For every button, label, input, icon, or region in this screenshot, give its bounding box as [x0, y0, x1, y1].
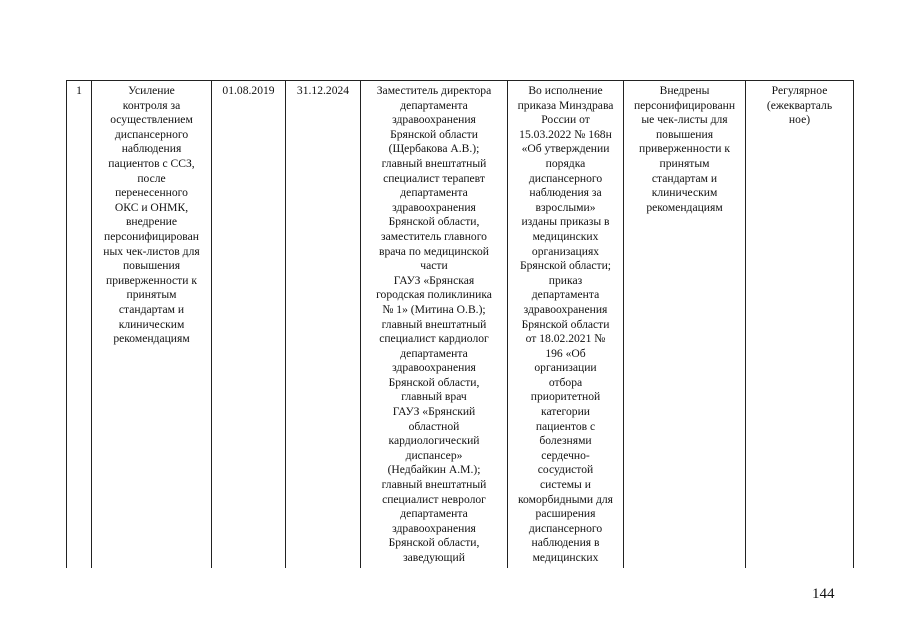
text-line: диспансерного: [114, 127, 189, 141]
text-line: отбора: [548, 375, 583, 389]
text-line: здравоохранения: [392, 521, 476, 535]
text-line: рекомендациям: [113, 332, 190, 346]
text-line: наблюдения за: [529, 186, 602, 200]
text-line: Во исполнение: [528, 84, 603, 97]
text-line: болезнями: [539, 434, 592, 448]
text-line: клиническим: [651, 186, 718, 200]
text-line: категории: [541, 405, 590, 419]
text-line: (ежекварталь: [766, 98, 833, 112]
text-line: департамента: [400, 346, 468, 360]
basis-cell: [508, 81, 624, 569]
text-line: ных чек-листов для: [103, 244, 200, 258]
text-line: персонифицирован: [104, 229, 199, 243]
row-number-cell: [67, 81, 92, 569]
text-line: здравоохранения: [392, 113, 476, 127]
text-line: врача по медицинской: [379, 244, 489, 258]
text-line: России от: [541, 113, 590, 127]
text-line: главный врач: [401, 390, 467, 404]
text-line: ые чек-листы для: [641, 113, 728, 127]
text-line: Брянской области;: [519, 259, 612, 273]
text-line: диспансер»: [405, 448, 463, 462]
text-line: изданы приказы в: [521, 215, 610, 229]
text-line: персонифицированн: [633, 98, 736, 112]
table-row: [67, 81, 854, 569]
text-line: специалист кардиолог: [379, 332, 489, 346]
text-line: Брянской области,: [388, 536, 480, 550]
text-line: областной: [408, 419, 460, 433]
text-line: департамента: [531, 288, 600, 302]
text-line: контроля за: [122, 98, 181, 112]
text-line: Брянской области: [390, 127, 478, 141]
text-line: здравоохранения: [392, 200, 476, 214]
responsible-text: [365, 84, 503, 566]
measures-table: [66, 80, 854, 568]
text-line: ГАУЗ «Брянская: [393, 273, 475, 287]
text-line: перенесенного: [115, 186, 188, 200]
text-line: принятым: [126, 288, 177, 302]
text-line: приказа Минздрава: [517, 98, 614, 112]
basis-text: [512, 84, 619, 566]
text-line: департамента: [400, 98, 468, 112]
start-date-cell: [212, 81, 286, 569]
text-line: осуществлением: [110, 113, 193, 127]
text-line: приоритетной: [530, 390, 601, 404]
text-line: специалист терапевт: [383, 171, 485, 185]
text-line: департамента: [400, 186, 468, 200]
text-line: приверженности к: [638, 142, 730, 156]
text-line: диспансерного: [528, 521, 603, 535]
text-line: «Об утверждении: [521, 142, 610, 156]
text-line: медицинских: [532, 551, 599, 564]
text-line: от 18.02.2021 №: [525, 332, 606, 346]
start-date: 01.08.2019: [222, 84, 275, 97]
text-line: заведующий: [403, 551, 465, 564]
text-line: кардиологический: [388, 434, 480, 448]
frequency-cell: [746, 81, 854, 569]
text-line: главный внештатный: [381, 478, 487, 492]
text-line: Усиление: [128, 84, 175, 97]
text-line: Внедрены: [659, 84, 710, 97]
text-line: рекомендациям: [646, 200, 723, 214]
text-line: (Щербакова А.В.);: [388, 142, 480, 156]
text-line: здравоохранения: [523, 302, 608, 316]
text-line: организациях: [531, 244, 600, 258]
text-line: 15.03.2022 № 168н: [519, 127, 612, 141]
text-line: стандартам и: [651, 171, 718, 185]
text-line: приверженности к: [105, 273, 197, 287]
text-line: после: [137, 171, 166, 185]
text-line: стандартам и: [118, 302, 185, 316]
text-line: ное): [788, 113, 811, 127]
text-line: принятым: [659, 156, 710, 170]
responsible-cell: [361, 81, 508, 569]
text-line: ГАУЗ «Брянский: [392, 405, 476, 419]
event-cell: [92, 81, 212, 569]
text-line: организации: [534, 361, 597, 375]
text-line: сосудистой: [537, 463, 594, 477]
text-line: системы и: [540, 478, 591, 492]
row-number: 1: [76, 84, 82, 97]
text-line: главный внештатный: [381, 156, 487, 170]
text-line: ОКС и ОНМК,: [114, 200, 189, 214]
text-line: специалист невролог: [382, 492, 486, 506]
end-date: 31.12.2024: [296, 84, 350, 97]
frequency-text: [750, 84, 849, 128]
text-line: Брянской области: [521, 317, 610, 331]
text-line: здравоохранения: [392, 361, 476, 375]
text-line: городская поликлиника: [376, 288, 492, 302]
text-line: части: [420, 259, 448, 273]
text-line: 196 «Об: [545, 346, 586, 360]
text-line: главный внештатный: [381, 317, 487, 331]
result-cell: [624, 81, 746, 569]
text-line: заместитель главного: [381, 229, 487, 243]
text-line: приказ: [548, 273, 583, 287]
event-text: [96, 84, 207, 347]
text-line: клиническим: [118, 317, 185, 331]
text-line: наблюдения: [121, 142, 182, 156]
text-line: коморбидными для: [517, 492, 613, 506]
text-line: Заместитель директора: [376, 84, 492, 97]
text-line: наблюдения в: [531, 536, 600, 550]
text-line: пациентов с: [535, 419, 596, 433]
result-text: [628, 84, 741, 215]
text-line: порядка: [545, 156, 586, 170]
text-line: Регулярное: [771, 84, 828, 97]
text-line: медицинских: [532, 229, 599, 243]
text-line: (Недбайкин А.М.);: [387, 463, 481, 477]
text-line: повышения: [122, 259, 181, 273]
text-line: внедрение: [125, 215, 178, 229]
text-line: взрослыми»: [535, 200, 596, 214]
text-line: департамента: [400, 507, 468, 521]
text-line: расширения: [535, 507, 596, 521]
end-date-cell: [286, 81, 361, 569]
text-line: Брянской области,: [388, 215, 480, 229]
text-line: диспансерного: [528, 171, 603, 185]
text-line: пациентов с ССЗ,: [108, 156, 195, 170]
text-line: повышения: [655, 127, 714, 141]
text-line: сердечно-: [541, 448, 590, 462]
text-line: Брянской области,: [388, 375, 480, 389]
text-line: № 1» (Митина О.В.);: [382, 302, 486, 316]
page-number: 144: [812, 586, 835, 602]
